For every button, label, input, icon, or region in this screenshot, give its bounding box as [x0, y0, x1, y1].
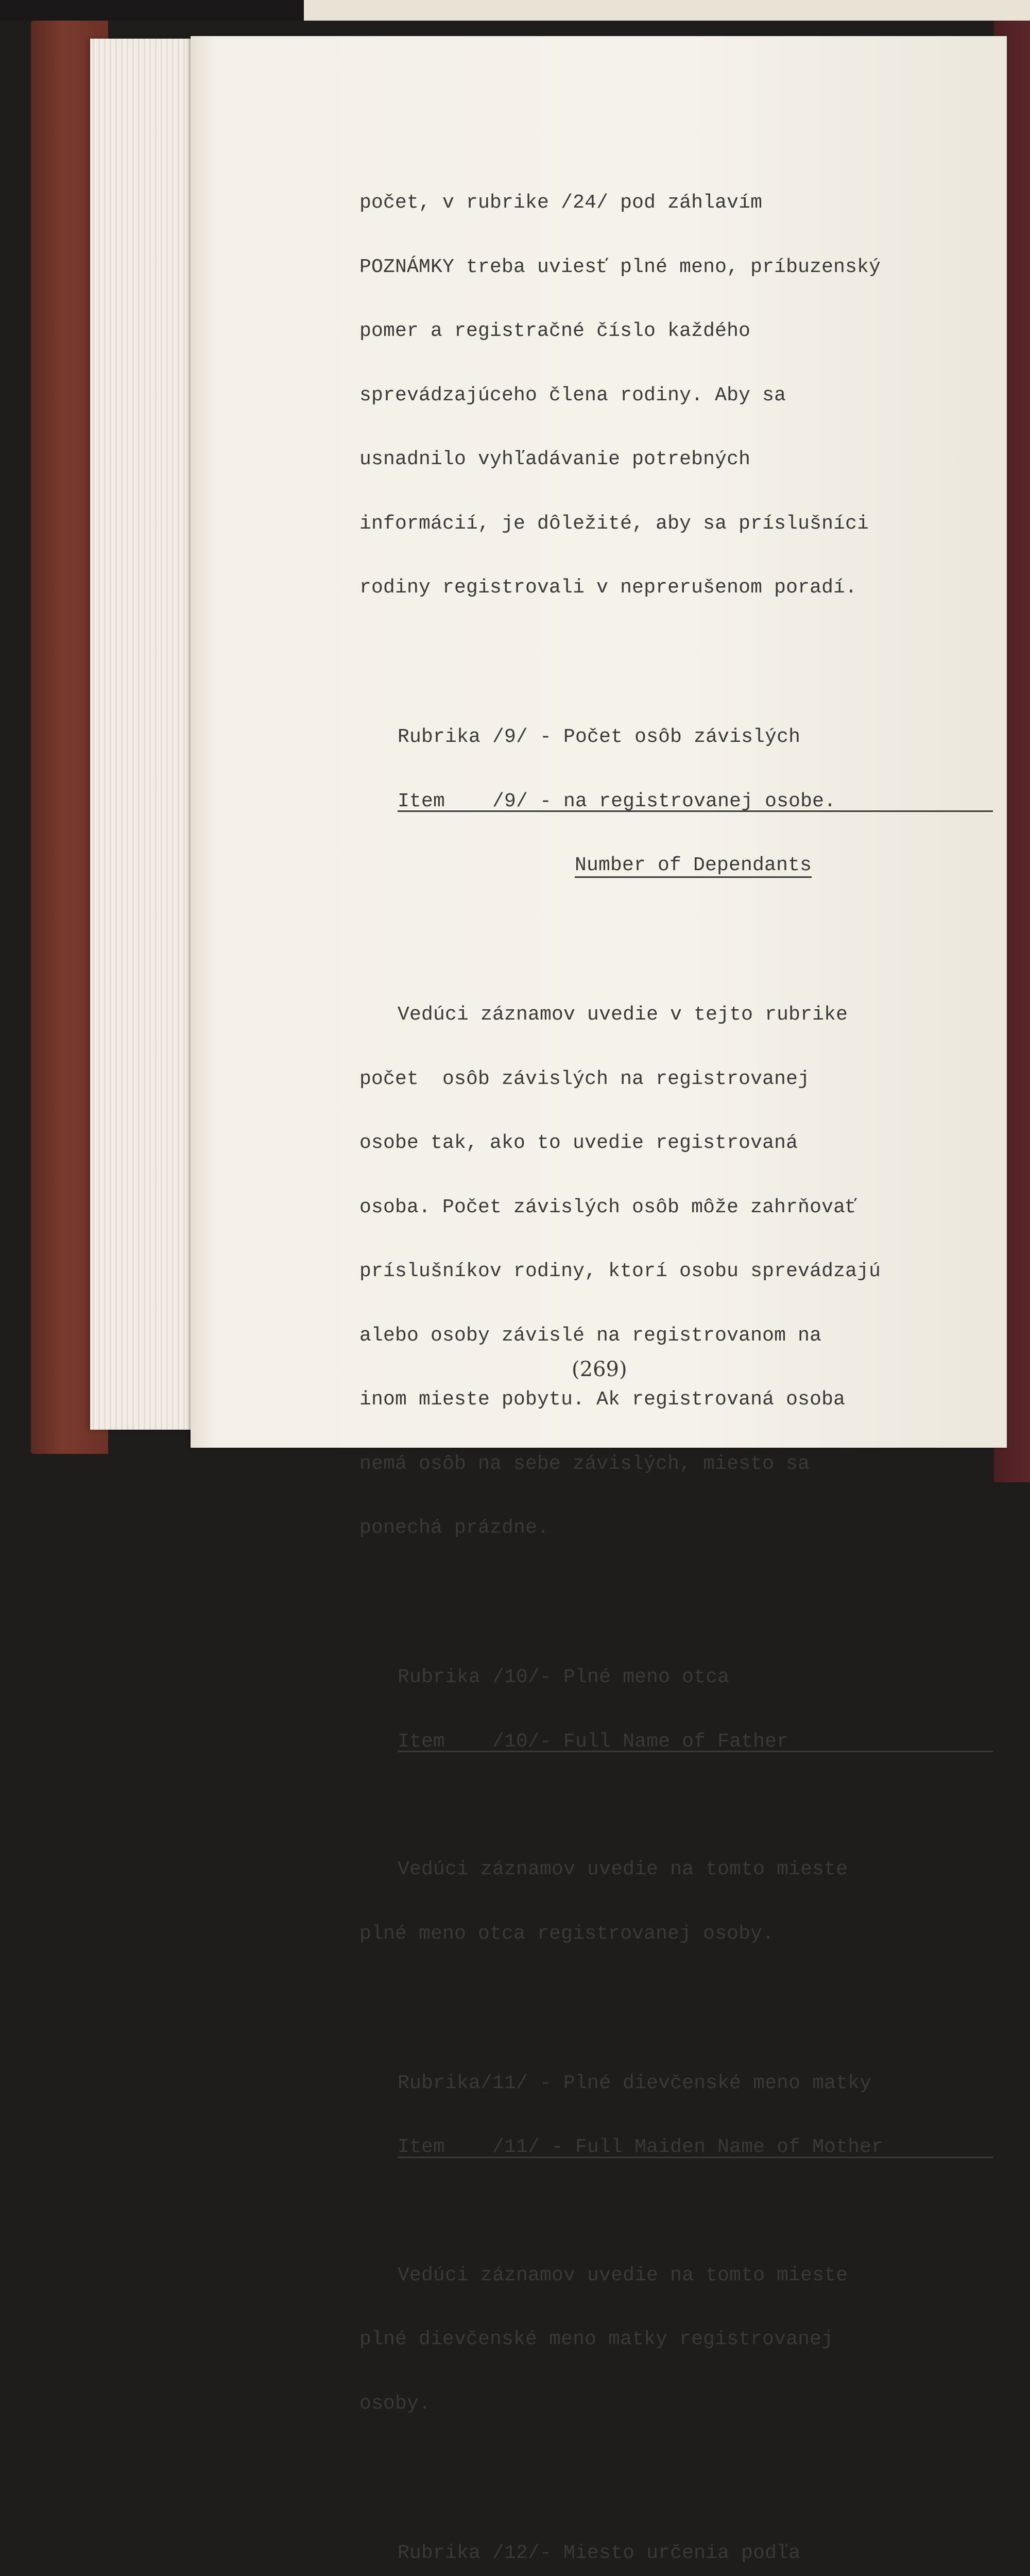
section-9-heading-sk: Rubrika /9/ - Počet osôb závislých [398, 726, 801, 748]
page-number: (269) [572, 1358, 627, 1381]
text-line: plné meno otca registrovanej osoby. [359, 1922, 775, 1945]
section-9-heading-en2: Number of Dependants [359, 855, 993, 876]
text-line: Vedúci záznamov uvedie na tomto mieste [398, 2264, 848, 2286]
spacer [359, 1987, 993, 2008]
spacer [359, 919, 993, 940]
text-line: rodiny registrovali v neprerušenom poradí. [359, 577, 857, 599]
spacer [359, 2201, 993, 2222]
text-line: osoby. [359, 2392, 431, 2415]
text-line: osoba. Počet závislých osôb môže zahrňovať [359, 1196, 857, 1218]
text-line: informácií, je dôležité, aby sa príslušníci [359, 512, 869, 535]
page-stack-edges [90, 39, 193, 1430]
section-11-heading-en: Item /11/ - Full Maiden Name of Mother [359, 2137, 993, 2158]
spacer [359, 641, 993, 663]
text-line: Vedúci záznamov uvedie v tejto rubrike [398, 1004, 848, 1026]
text-line: príslušníkov rodiny, ktorí osobu sprevádzajú [359, 1260, 881, 1282]
text-line: pomer a registračné číslo každého [359, 320, 751, 342]
text-line: počet, v rubrike /24/ pod záhlavím [359, 192, 763, 214]
section-10-heading-sk: Rubrika /10/- Plné meno otca [398, 1666, 730, 1688]
section-9-heading-en: Item /9/ - na registrovanej osobe. [359, 791, 993, 812]
text-line: nemá osôb na sebe závislých, miesto sa [359, 1452, 810, 1475]
text-line: sprevádzajúceho člena rodiny. Aby sa [359, 384, 786, 406]
section-12-heading-sk: Rubrika /12/- Miesto určenia podľa [398, 2541, 801, 2564]
spacer [359, 2457, 993, 2478]
text-line: Vedúci záznamov uvedie na tomto mieste [398, 1858, 848, 1880]
text-line: POZNÁMKY treba uviesť plné meno, príbuzenský [359, 256, 881, 278]
typewritten-text [359, 149, 993, 2576]
next-page-strip [304, 0, 1030, 21]
text-line: plné dievčenské meno matky registrovanej [359, 2328, 834, 2350]
text-line: počet osôb závislých na registrovanej [359, 1067, 810, 1090]
section-10-heading-en: Item /10/- Full Name of Father [359, 1731, 993, 1753]
spacer [359, 1795, 993, 1816]
text-line: osobe tak, ako to uvedie registrovaná [359, 1132, 798, 1154]
text-line: alebo osoby závislé na registrovanom na [359, 1324, 822, 1347]
text-line: inom mieste pobytu. Ak registrovaná osoba [359, 1388, 846, 1411]
spacer [359, 1582, 993, 1603]
text-line: ponechá prázdne. [359, 1517, 550, 1539]
section-11-heading-sk: Rubrika/11/ - Plné dievčenské meno matky [398, 2072, 872, 2094]
text-line: usnadnilo vyhľadávanie potrebných [359, 448, 751, 470]
